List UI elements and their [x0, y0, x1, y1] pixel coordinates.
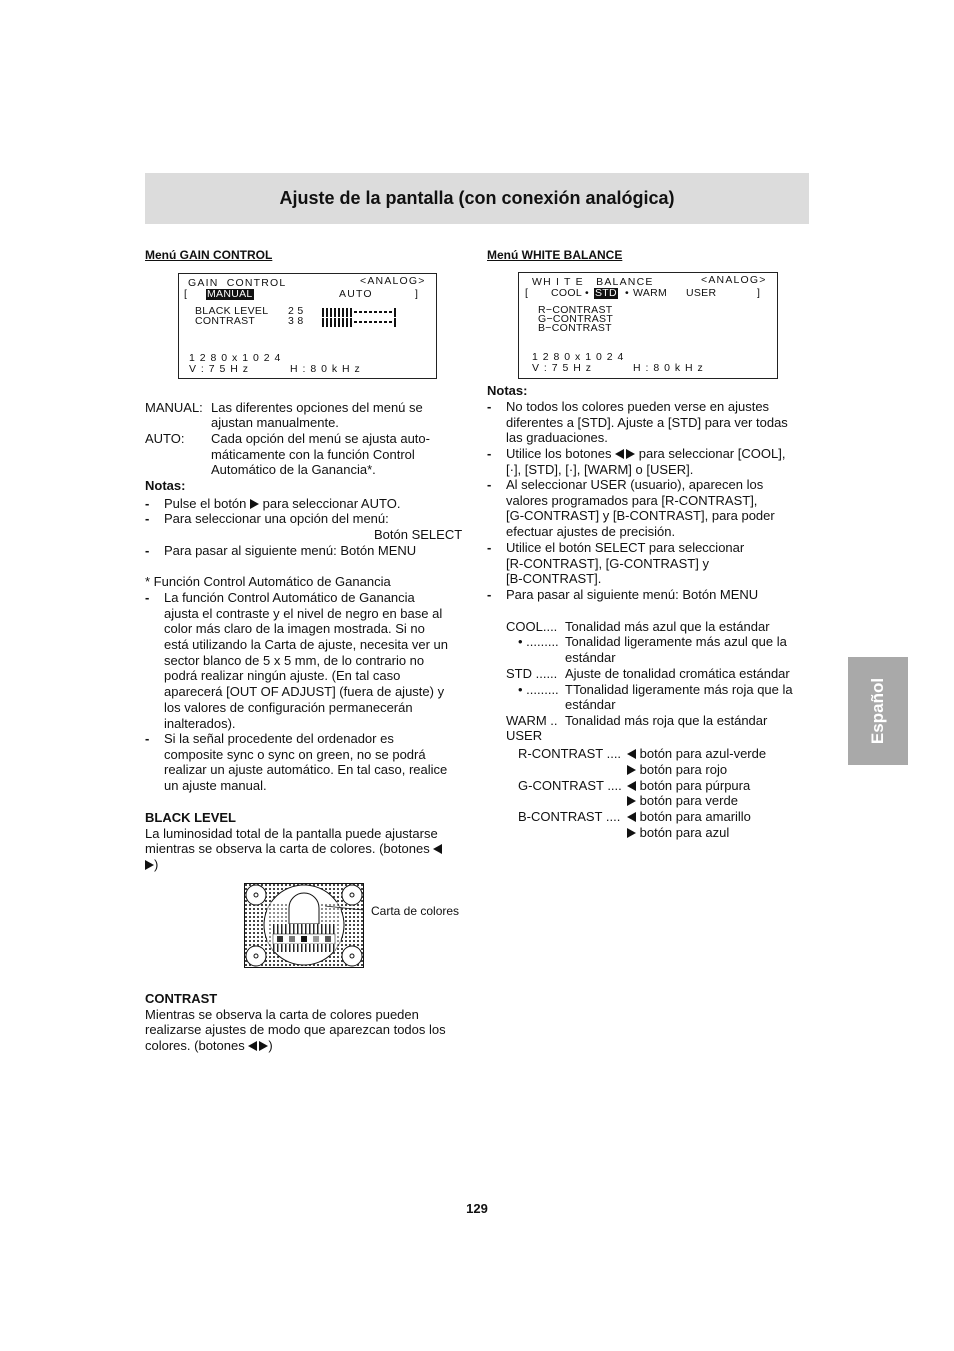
level-segment [322, 318, 324, 327]
level-segment [389, 321, 392, 323]
wb-note-4-line: [B-CONTRAST]. [506, 571, 602, 587]
footnote-2-line: composite sync o sync on green, no se podrá [164, 746, 426, 762]
wb-note-3 [506, 477, 775, 540]
def-std-desc: Ajuste de tonalidad cromática estándar [565, 666, 790, 681]
note-1-pre: Pulse el botón [164, 496, 247, 511]
note-1-post: para seleccionar AUTO. [262, 496, 401, 511]
footnote-1 [164, 590, 448, 731]
bullet-dash: - [487, 540, 492, 555]
wb-note-4-line: Utilice el botón SELECT para seleccionar [506, 540, 745, 555]
level-segment [384, 311, 387, 313]
wb-note-3-line: Al seleccionar USER (usuario), aparecen los [506, 477, 764, 492]
wb-note-4-line: [R-CONTRAST], [G-CONTRAST] y [506, 555, 709, 571]
wb-note-3-line: efectuar ajustes de precisión. [506, 524, 676, 540]
bullet-dash: - [145, 511, 150, 526]
osd-analog: <ANALOG> [701, 274, 767, 286]
left-arrow-icon [627, 781, 636, 791]
contrast-text-3-body: colores. (botones [145, 1038, 245, 1053]
wb-note-1 [506, 399, 788, 446]
gain-control-heading: Menú GAIN CONTROL [145, 248, 273, 262]
footnote-1-line: los valores de configuración permanecerán [164, 699, 413, 715]
manual-label: MANUAL: [145, 400, 203, 415]
wb-note-1-line: las graduaciones. [506, 430, 608, 446]
level-segment [359, 321, 362, 323]
white-balance-osd [518, 272, 778, 379]
osd-title: WH I T E BALANCE [532, 276, 654, 288]
level-segment [369, 311, 372, 313]
level-segment [338, 308, 340, 317]
osd-resolution: 1 2 8 0 x 1 0 2 4 [189, 352, 282, 364]
def-b-left [627, 809, 751, 825]
def-b-key: B-CONTRAST .... [518, 809, 621, 824]
def-g-key: G-CONTRAST .... [518, 778, 622, 793]
def-dot2-desc-2: estándar [565, 697, 616, 712]
osd-contrast-value: 3 8 [288, 315, 304, 327]
footnote-1-line: La función Control Automático de Ganancia [164, 590, 415, 605]
note-2-right: Botón SELECT [374, 527, 463, 542]
level-segment [346, 318, 348, 327]
note-3: Para pasar al siguiente menú: Botón MENU [164, 543, 417, 558]
bullet-dash: - [145, 731, 150, 746]
osd-black-level-bar [322, 307, 398, 317]
footnote-title: * Función Control Automático de Ganancia [145, 574, 391, 589]
osd-bracket-close: ] [757, 287, 761, 299]
bullet-dash: - [145, 590, 150, 605]
osd-bracket-open: [ [525, 287, 529, 299]
def-r-right-text: botón para rojo [639, 762, 728, 777]
osd-manual-option: MANUAL [207, 288, 253, 300]
footnote-1-line: ajusta el contraste y el nivel de negro en base al [164, 605, 443, 621]
level-segment [379, 311, 382, 313]
auto-label: AUTO: [145, 431, 185, 446]
level-segment [330, 308, 332, 317]
bullet-dash: - [487, 446, 492, 461]
contrast-text-1: Mientras se observa la carta de colores pueden [145, 1007, 419, 1022]
def-g-left-text: botón para púrpura [639, 778, 751, 793]
def-b-right-text: botón para azul [639, 825, 730, 840]
def-cool-desc: Tonalidad más azul que la estándar [565, 619, 770, 634]
footnote-1-line: color más claro de la imagen mostrada. Si no [164, 621, 425, 637]
level-segment [342, 308, 344, 317]
right-arrow-icon [627, 828, 636, 838]
title-band [145, 173, 809, 224]
level-segment [379, 321, 382, 323]
right-notes-heading: Notas: [487, 383, 528, 398]
osd-bracket-close: ] [415, 288, 419, 300]
osd-warm-option: WARM [633, 287, 668, 299]
osd-bracket-open: [ [184, 288, 188, 300]
osd-contrast-label: CONTRAST [195, 315, 256, 327]
def-b-left-text: botón para amarillo [639, 809, 751, 824]
def-dot2-desc-1: TTonalidad ligeramente más roja que la [565, 682, 793, 697]
level-segment [330, 318, 332, 327]
level-segment [364, 311, 367, 313]
note-2: Para seleccionar una opción del menú: [164, 511, 389, 526]
def-g-left [627, 778, 750, 794]
def-dot1-key: • ......... [518, 634, 559, 649]
bullet-dash: - [487, 399, 492, 414]
def-warm-key: WARM .. [506, 713, 558, 728]
page-number: 129 [466, 1201, 488, 1216]
level-segment [350, 308, 352, 317]
footnote-1-line: sector blanco de 5 x 5 mm, de lo contrario no [164, 652, 425, 668]
manual-text-1: Las diferentes opciones del menú se [211, 400, 423, 415]
auto-text-3: Automático de la Ganancia*. [211, 462, 376, 477]
bullet-dash: - [487, 477, 492, 492]
def-b-right [627, 825, 729, 841]
level-segment [384, 321, 387, 323]
bullet-dash: - [487, 587, 492, 602]
osd-b-contrast: B−CONTRAST [538, 322, 612, 334]
level-segment [326, 308, 328, 317]
auto-text-1: Cada opción del menú se ajusta auto- [211, 431, 430, 446]
wb-note-3-line: [G-CONTRAST] y [B-CONTRAST], para poder [506, 508, 775, 524]
osd-contrast-bar [322, 317, 398, 327]
black-level-text-3 [145, 857, 158, 873]
right-column [487, 248, 809, 263]
level-segment [374, 321, 377, 323]
level-segment [354, 311, 357, 313]
gain-control-osd [178, 273, 437, 379]
right-arrow-icon [250, 499, 259, 509]
wb-note-2-line-2: [·], [STD], [·], [WARM] o [USER]. [506, 462, 694, 477]
osd-vfreq: V : 7 5 H z [189, 363, 250, 375]
level-segment [389, 311, 392, 313]
left-arrow-icon [615, 449, 624, 459]
left-arrow-icon [627, 749, 636, 759]
wb-note-1-line: No todos los colores pueden verse en ajustes [506, 399, 770, 414]
osd-cool-option: COOL [551, 287, 582, 299]
footnote-2-line: un ajuste manual. [164, 778, 267, 794]
osd-analog: <ANALOG> [360, 275, 426, 287]
osd-resolution: 1 2 8 0 x 1 0 2 4 [532, 351, 625, 363]
def-dot1-desc-1: Tonalidad ligeramente más azul que la [565, 634, 787, 649]
osd-auto-option: AUTO [339, 288, 373, 300]
footnote-1-line: podrá realizar ningún ajuste. (En tal caso [164, 668, 401, 684]
wb-note-2-post: para seleccionar [COOL], [638, 446, 786, 461]
language-tab [848, 657, 908, 765]
bullet-dash: - [145, 496, 150, 511]
level-segment [334, 308, 336, 317]
wb-note-5: Para pasar al siguiente menú: Botón MENU [506, 587, 759, 602]
manual-text-2: ajustan manualmente. [211, 415, 339, 430]
def-std-key: STD ...... [506, 666, 558, 681]
contrast-heading: CONTRAST [145, 991, 218, 1006]
osd-vfreq: V : 7 5 H z [532, 362, 593, 374]
osd-r-contrast: R−CONTRAST [538, 304, 613, 316]
black-level-text-2-body: mientras se observa la carta de colores. (botones [145, 841, 430, 856]
def-dot2-key: • ......... [518, 682, 559, 697]
footnote-2-line: Si la señal procedente del ordenador es [164, 731, 394, 746]
osd-dot-2: • [625, 287, 629, 299]
left-notes-heading: Notas: [145, 478, 186, 493]
contrast-text-2: realizarse ajustes de modo que aparezcan todos los [145, 1022, 446, 1037]
level-segment [350, 318, 352, 327]
footnote-1-line: está utilizando la Carta de ajuste, necesita ver un [164, 637, 449, 653]
def-user-key: USER [506, 728, 543, 743]
paren-close: ) [268, 1038, 273, 1053]
right-arrow-icon [627, 796, 636, 806]
osd-std-option: STD [595, 287, 617, 299]
def-dot1-desc-2: estándar [565, 650, 616, 665]
osd-black-level-value: 2 5 [288, 305, 304, 317]
osd-title: GAIN CONTROL [188, 277, 287, 289]
footnote-2-line: realizar un ajuste automático. En tal caso, realice [164, 762, 448, 778]
right-arrow-icon [145, 860, 154, 870]
wb-note-1-line: diferentes a [STD]. Ajuste a [STD] para ver todas [506, 414, 788, 430]
level-segment [369, 321, 372, 323]
footnote-2 [164, 731, 447, 794]
level-segment [338, 318, 340, 327]
left-arrow-icon [248, 1041, 257, 1051]
level-end-cap [394, 308, 396, 317]
white-balance-heading: Menú WHITE BALANCE [487, 248, 623, 262]
def-g-right-text: botón para verde [639, 793, 738, 808]
black-level-text-2 [145, 841, 442, 857]
level-segment [342, 318, 344, 327]
note-1 [164, 496, 400, 512]
color-chart-caption: Carta de colores [371, 904, 460, 918]
paren-close: ) [154, 857, 159, 872]
footnote-1-line: inalterados). [164, 715, 236, 731]
osd-hfreq: H : 8 0 k H z [633, 362, 704, 374]
level-segment [374, 311, 377, 313]
def-r-key: R-CONTRAST .... [518, 746, 622, 761]
level-segment [354, 321, 357, 323]
right-arrow-icon [259, 1041, 268, 1051]
wb-note-2 [506, 446, 785, 462]
osd-user-option: USER [686, 287, 717, 299]
wb-note-4 [506, 540, 744, 587]
level-segment [326, 318, 328, 327]
page-title: Ajuste de la pantalla (con conexión analógica) [279, 187, 675, 208]
def-warm-desc: Tonalidad más roja que la estándar [565, 713, 768, 728]
def-r-right [627, 762, 727, 778]
bullet-dash: - [145, 543, 150, 558]
def-r-left-text: botón para azul-verde [639, 746, 767, 761]
right-arrow-icon [627, 765, 636, 775]
level-end-cap [394, 318, 396, 327]
level-segment [322, 308, 324, 317]
level-segment [334, 318, 336, 327]
level-segment [346, 308, 348, 317]
language-tab-label: Español [868, 677, 888, 745]
left-arrow-icon [627, 812, 636, 822]
right-arrow-icon [626, 449, 635, 459]
def-g-right [627, 793, 738, 809]
black-level-heading: BLACK LEVEL [145, 810, 236, 825]
auto-text-2: máticamente con la función Control [211, 447, 415, 462]
footnote-1-line: aparecerá [OUT OF ADJUST] (fuera de ajuste) y [164, 684, 445, 700]
def-r-left [627, 746, 766, 762]
level-segment [364, 321, 367, 323]
black-level-text-1: La luminosidad total de la pantalla puede ajustarse [145, 826, 438, 841]
osd-g-contrast: G−CONTRAST [538, 313, 614, 325]
contrast-text-3 [145, 1038, 273, 1054]
left-column [145, 248, 470, 263]
def-cool-key: COOL.... [506, 619, 558, 634]
level-segment [359, 311, 362, 313]
osd-dot-1: • [585, 287, 589, 299]
wb-note-3-line: valores programados para [R-CONTRAST], [506, 492, 758, 508]
osd-black-level-label: BLACK LEVEL [195, 305, 269, 317]
wb-note-2-pre: Utilice los botones [506, 446, 612, 461]
left-arrow-icon [433, 844, 442, 854]
color-chart-image [244, 883, 364, 968]
osd-hfreq: H : 8 0 k H z [290, 363, 361, 375]
